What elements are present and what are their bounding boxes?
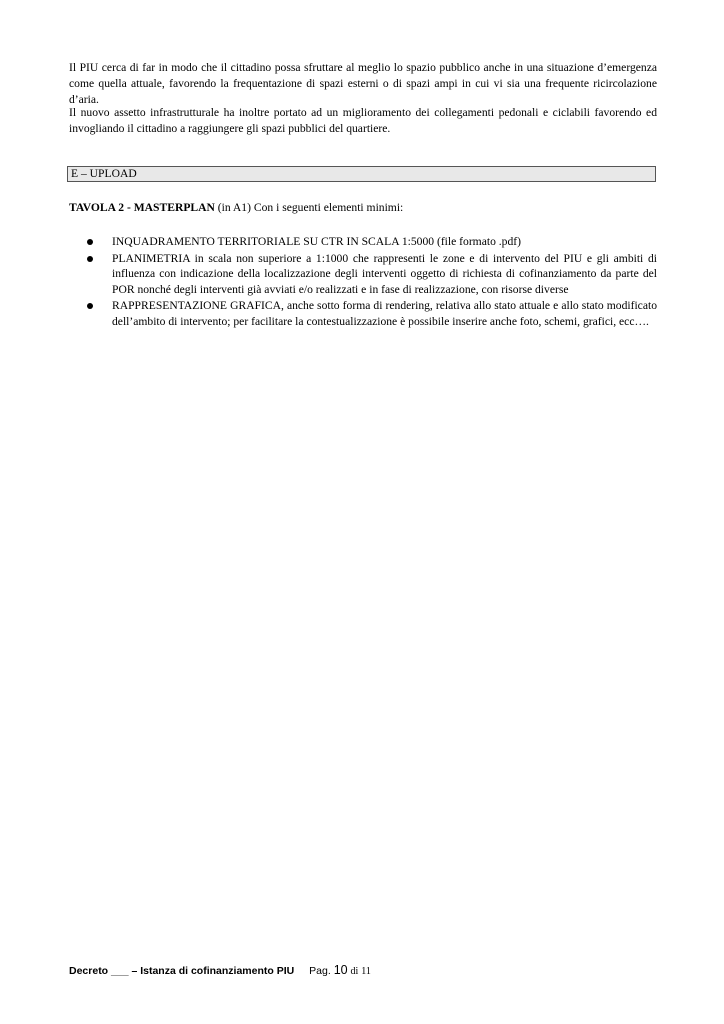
list-item — [85, 251, 657, 298]
requirements-list — [85, 234, 657, 330]
tavola-heading — [69, 200, 403, 216]
section-header — [67, 166, 656, 182]
footer-title: Decreto ___ – Istanza di cofinanziamento PIU — [69, 965, 295, 977]
list-item-text: INQUADRAMENTO TERRITORIALE SU CTR IN SCALA 1:5000 (file formato .pdf) — [112, 235, 521, 248]
tavola-subtitle: (in A1) Con i seguenti elementi minimi: — [214, 201, 404, 214]
list-item-text: PLANIMETRIA in scala non superiore a 1:1000 che rappresenti le zone e di intervento del PIU e gli ambiti di influenza con indicazione della localizzazione degli interventi oggetto di richiesta di cofinanziamento da parte del POR nonché degli interventi già avviati e/o realizzati e in fase di realizzazione, con risorse diverse — [112, 251, 657, 296]
page-number: 10 — [333, 963, 348, 977]
body-paragraph: Il nuovo assetto infrastrutturale ha inoltre portato ad un miglioramento dei collegamenti pedonali e ciclabili favorendo ed invogliando il cittadino a raggiungere gli spazi pubblici del quartiere. — [69, 106, 657, 135]
list-item — [85, 234, 657, 250]
body-paragraph: Il PIU cerca di far in modo che il cittadino possa sfruttare al meglio lo spazio pubblico anche in una situazione d’emergenza come quella attuale, favorendo la frequentazione di spazi esterni o di spazi ampi in cui vi sia una frequente ricircolazione d’aria. — [69, 61, 657, 106]
list-item — [85, 298, 657, 329]
section-title: E – UPLOAD — [71, 167, 137, 180]
page-label: Pag. — [309, 965, 331, 977]
tavola-title: TAVOLA 2 - MASTERPLAN — [69, 201, 215, 214]
page-footer — [69, 963, 371, 979]
of-label: di — [350, 966, 359, 977]
list-item-text: RAPPRESENTAZIONE GRAFICA, anche sotto forma di rendering, relativa allo stato attuale e allo stato modificato dell’ambito di intervento; per facilitare la contestualizzazione è possibile inserire anche foto, schemi, grafici, ecc…. — [112, 299, 657, 328]
bullet-icon — [87, 256, 93, 262]
total-pages: 11 — [361, 966, 371, 977]
bullet-icon — [87, 303, 93, 309]
bullet-icon — [87, 239, 93, 245]
